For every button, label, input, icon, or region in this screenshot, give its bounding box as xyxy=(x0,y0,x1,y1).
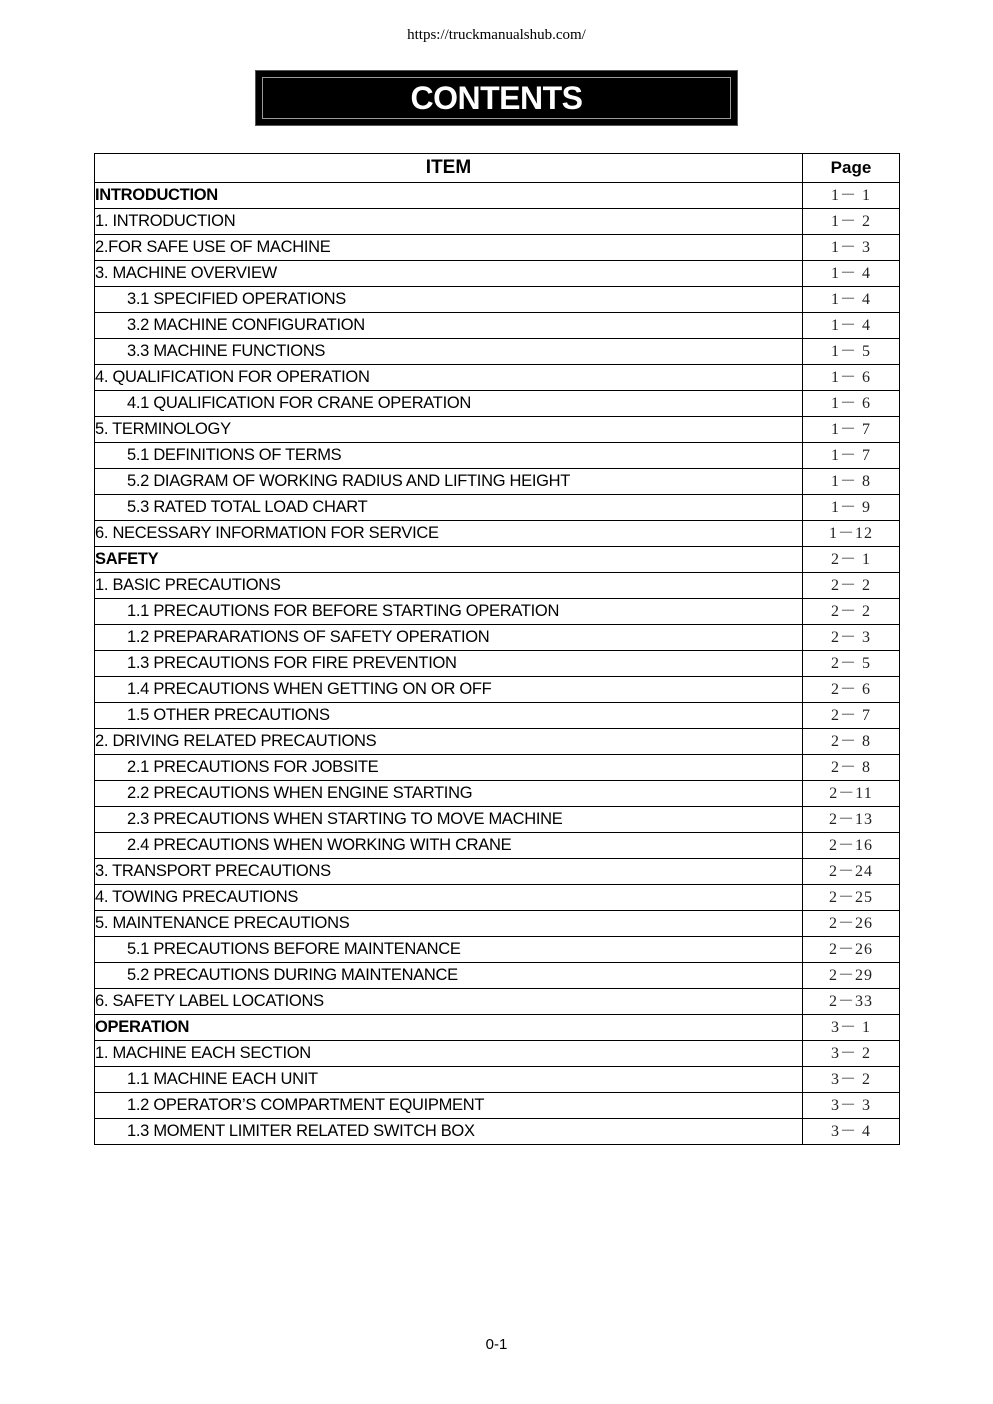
toc-entry-title: 5.3 RATED TOTAL LOAD CHART xyxy=(95,495,803,521)
toc-entry-title: 1. INTRODUCTION xyxy=(95,209,803,235)
table-row xyxy=(95,417,900,443)
toc-entry-page: 2－24 xyxy=(803,859,900,885)
contents-title-box xyxy=(255,70,738,126)
toc-entry-page: 1－ 4 xyxy=(803,287,900,313)
toc-entry-title: 2. DRIVING RELATED PRECAUTIONS xyxy=(95,729,803,755)
toc-entry-page: 1－ 7 xyxy=(803,443,900,469)
table-row xyxy=(95,313,900,339)
toc-entry-title: 1.5 OTHER PRECAUTIONS xyxy=(95,703,803,729)
toc-entry-title: 3.1 SPECIFIED OPERATIONS xyxy=(95,287,803,313)
toc-entry-title: 5. MAINTENANCE PRECAUTIONS xyxy=(95,911,803,937)
toc-entry-title: 5.1 DEFINITIONS OF TERMS xyxy=(95,443,803,469)
table-row xyxy=(95,469,900,495)
toc-entry-page: 3－ 3 xyxy=(803,1093,900,1119)
contents-title-inner-frame xyxy=(262,77,731,119)
toc-entry-page: 2－13 xyxy=(803,807,900,833)
header-url: https://truckmanualshub.com/ xyxy=(407,27,586,43)
table-row xyxy=(95,729,900,755)
table-row xyxy=(95,339,900,365)
toc-entry-page: 1－ 6 xyxy=(803,391,900,417)
toc-entry-page: 1－ 4 xyxy=(803,313,900,339)
toc-entry-page: 1－ 7 xyxy=(803,417,900,443)
table-row xyxy=(95,287,900,313)
table-row xyxy=(95,1119,900,1145)
table-row xyxy=(95,209,900,235)
toc-entry-title: 1.3 PRECAUTIONS FOR FIRE PREVENTION xyxy=(95,651,803,677)
toc-entry-title: 6. NECESSARY INFORMATION FOR SERVICE xyxy=(95,521,803,547)
toc-entry-title: 2.4 PRECAUTIONS WHEN WORKING WITH CRANE xyxy=(95,833,803,859)
table-row xyxy=(95,989,900,1015)
table-row xyxy=(95,443,900,469)
table-row xyxy=(95,261,900,287)
toc-entry-page: 2－ 3 xyxy=(803,625,900,651)
section-heading: INTRODUCTION xyxy=(95,183,803,209)
toc-entry-page: 3－ 2 xyxy=(803,1067,900,1093)
toc-entry-title: 3. TRANSPORT PRECAUTIONS xyxy=(95,859,803,885)
toc-entry-page: 1－ 6 xyxy=(803,365,900,391)
column-header-page: Page xyxy=(803,154,900,183)
table-row xyxy=(95,755,900,781)
toc-entry-title: 1.3 MOMENT LIMITER RELATED SWITCH BOX xyxy=(95,1119,803,1145)
table-row xyxy=(95,807,900,833)
toc-entry-page: 3－ 1 xyxy=(803,1015,900,1041)
toc-entry-title: 4.1 QUALIFICATION FOR CRANE OPERATION xyxy=(95,391,803,417)
table-row xyxy=(95,625,900,651)
toc-entry-title: 5.1 PRECAUTIONS BEFORE MAINTENANCE xyxy=(95,937,803,963)
table-row xyxy=(95,833,900,859)
table-row xyxy=(95,937,900,963)
toc-entry-title: 5. TERMINOLOGY xyxy=(95,417,803,443)
table-row xyxy=(95,885,900,911)
toc-entry-page: 2－ 7 xyxy=(803,703,900,729)
table-row xyxy=(95,1041,900,1067)
toc-entry-page: 2－ 2 xyxy=(803,573,900,599)
table-row xyxy=(95,235,900,261)
table-row xyxy=(95,677,900,703)
table-row xyxy=(95,365,900,391)
toc-entry-title: 1.4 PRECAUTIONS WHEN GETTING ON OR OFF xyxy=(95,677,803,703)
toc-entry-page: 2－16 xyxy=(803,833,900,859)
toc-entry-page: 2－ 6 xyxy=(803,677,900,703)
toc-entry-page: 2－11 xyxy=(803,781,900,807)
page-number: 0-1 xyxy=(485,1336,508,1353)
toc-entry-page: 2－ 5 xyxy=(803,651,900,677)
table-row xyxy=(95,1093,900,1119)
table-row xyxy=(95,599,900,625)
toc-entry-page: 1－12 xyxy=(803,521,900,547)
toc-entry-page: 2－ 8 xyxy=(803,729,900,755)
table-row xyxy=(95,911,900,937)
toc-entry-title: 1. BASIC PRECAUTIONS xyxy=(95,573,803,599)
column-header-item: ITEM xyxy=(95,154,803,183)
toc-entry-title: 5.2 DIAGRAM OF WORKING RADIUS AND LIFTING HEIGHT xyxy=(95,469,803,495)
table-row xyxy=(95,859,900,885)
contents-table-body xyxy=(95,183,900,1145)
toc-entry-title: 2.2 PRECAUTIONS WHEN ENGINE STARTING xyxy=(95,781,803,807)
toc-entry-page: 2－ 2 xyxy=(803,599,900,625)
toc-entry-title: 4. TOWING PRECAUTIONS xyxy=(95,885,803,911)
table-row xyxy=(95,183,900,209)
toc-entry-title: 2.1 PRECAUTIONS FOR JOBSITE xyxy=(95,755,803,781)
table-row xyxy=(95,521,900,547)
toc-entry-title: 3.2 MACHINE CONFIGURATION xyxy=(95,313,803,339)
table-row xyxy=(95,495,900,521)
toc-entry-title: 3. MACHINE OVERVIEW xyxy=(95,261,803,287)
toc-entry-title: 2.FOR SAFE USE OF MACHINE xyxy=(95,235,803,261)
table-row xyxy=(95,1067,900,1093)
toc-entry-page: 2－25 xyxy=(803,885,900,911)
table-row xyxy=(95,547,900,573)
toc-entry-title: 1. MACHINE EACH SECTION xyxy=(95,1041,803,1067)
toc-entry-page: 2－26 xyxy=(803,937,900,963)
contents-table xyxy=(94,153,900,1145)
toc-entry-title: 1.2 PREPARARATIONS OF SAFETY OPERATION xyxy=(95,625,803,651)
toc-entry-page: 3－ 4 xyxy=(803,1119,900,1145)
toc-entry-page: 1－ 4 xyxy=(803,261,900,287)
toc-entry-page: 2－ 8 xyxy=(803,755,900,781)
toc-entry-page: 1－ 9 xyxy=(803,495,900,521)
table-row xyxy=(95,781,900,807)
toc-entry-title: 3.3 MACHINE FUNCTIONS xyxy=(95,339,803,365)
toc-entry-page: 2－26 xyxy=(803,911,900,937)
table-row xyxy=(95,703,900,729)
toc-entry-title: 1.2 OPERATOR’S COMPARTMENT EQUIPMENT xyxy=(95,1093,803,1119)
contents-title: CONTENTS xyxy=(410,79,583,116)
table-row xyxy=(95,963,900,989)
section-heading: OPERATION xyxy=(95,1015,803,1041)
toc-entry-title: 1.1 PRECAUTIONS FOR BEFORE STARTING OPERATION xyxy=(95,599,803,625)
table-row xyxy=(95,391,900,417)
toc-entry-page: 1－ 5 xyxy=(803,339,900,365)
toc-entry-page: 2－29 xyxy=(803,963,900,989)
table-row xyxy=(95,1015,900,1041)
toc-entry-title: 6. SAFETY LABEL LOCATIONS xyxy=(95,989,803,1015)
table-row xyxy=(95,651,900,677)
toc-entry-page: 1－ 1 xyxy=(803,183,900,209)
toc-entry-page: 2－33 xyxy=(803,989,900,1015)
table-row xyxy=(95,573,900,599)
toc-entry-page: 2－ 1 xyxy=(803,547,900,573)
toc-entry-page: 1－ 8 xyxy=(803,469,900,495)
table-header-row xyxy=(95,154,900,183)
toc-entry-title: 4. QUALIFICATION FOR OPERATION xyxy=(95,365,803,391)
toc-entry-title: 1.1 MACHINE EACH UNIT xyxy=(95,1067,803,1093)
toc-entry-title: 2.3 PRECAUTIONS WHEN STARTING TO MOVE MACHINE xyxy=(95,807,803,833)
toc-entry-page: 1－ 2 xyxy=(803,209,900,235)
toc-entry-title: 5.2 PRECAUTIONS DURING MAINTENANCE xyxy=(95,963,803,989)
toc-entry-page: 3－ 2 xyxy=(803,1041,900,1067)
toc-entry-page: 1－ 3 xyxy=(803,235,900,261)
section-heading: SAFETY xyxy=(95,547,803,573)
